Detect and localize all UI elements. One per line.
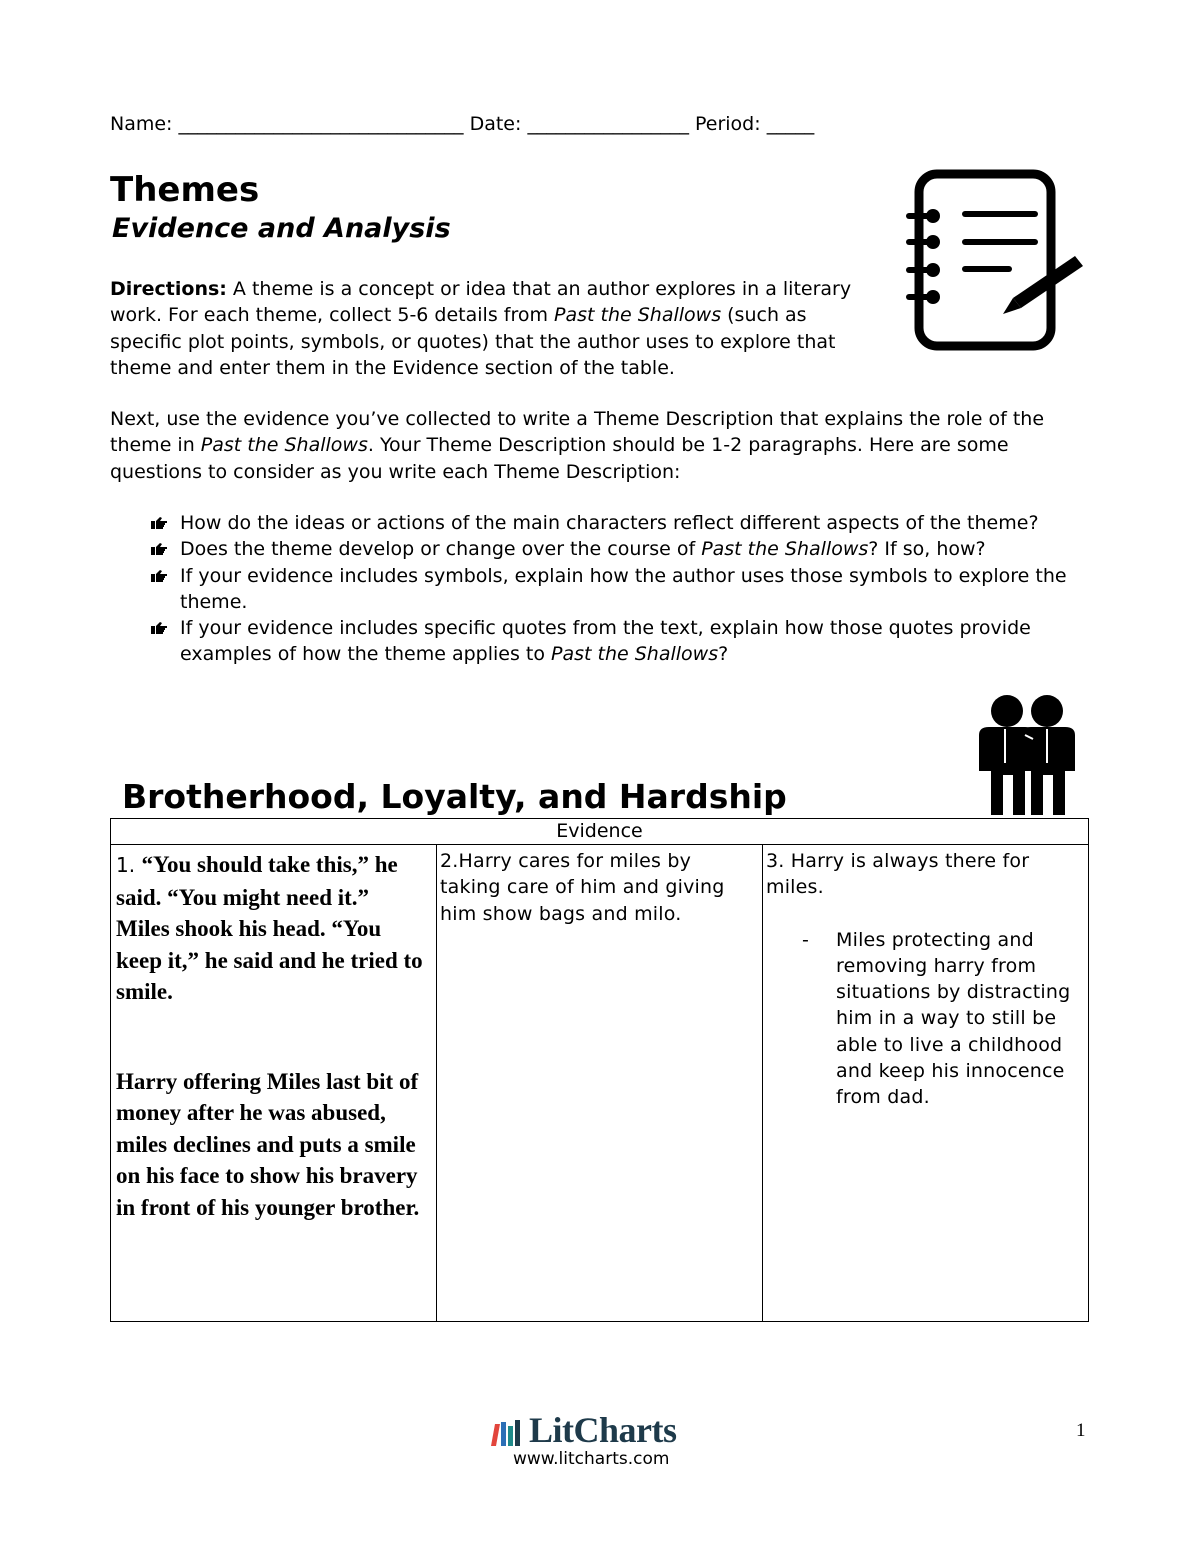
logo-bars-icon [489,1418,525,1446]
directions-paragraph [110,276,880,381]
page-title: Themes [110,170,260,210]
list-item: How do the ideas or actions of the main characters reflect different aspects of the theme? [150,510,1090,536]
section-title: Brotherhood, Loyalty, and Hardship [122,777,787,816]
evidence-cell-2[interactable] [437,845,763,1322]
question-list [150,510,1090,668]
pointing-hand-icon [150,621,168,635]
page-subtitle: Evidence and Analysis [112,213,451,244]
logo-text: LitCharts [529,1410,677,1450]
name-blank[interactable]: ______________________________ [178,113,464,135]
litcharts-logo[interactable] [489,1410,719,1450]
table-header: Evidence [111,819,1089,845]
evidence-text-2: 2.Harry cares for miles by taking care of him and giving him show bags and milo. [440,850,725,925]
evidence-quote-1: “You should take this,” he said. “You might need it.” [116,852,398,910]
period-label: Period: [694,113,761,135]
evidence-cell-1[interactable] [111,845,437,1322]
directions-text-b: (such as specific plot points, symbols, or quotes) that the author uses to explore that theme and enter them in the Evidence section of the table. [110,304,836,379]
date-label: Date: [469,113,522,135]
evidence-number: 1. [116,853,142,877]
evidence-table [110,818,1089,1322]
pointing-hand-icon [150,542,168,556]
student-info-line [110,113,814,135]
next-text-a: Next, use the evidence you’ve collected to write a Theme Description that explains the role of the theme in [110,408,1045,457]
list-item: - Miles protecting and removing harry from situations by distracting him in a way to still be able to live a childhood and keep his innocence from dad. [802,928,1071,1109]
notebook-pencil-icon [905,168,1085,353]
list-item: If your evidence includes symbols, explain how the author uses those symbols to explore the theme. [150,563,1090,616]
book-title: Past the Shallows [554,304,722,327]
next-text-b: . Your Theme Description should be 1-2 paragraphs. Here are some questions to consider as you write each Theme Description: [110,434,1009,483]
table-row [111,845,1089,1322]
next-paragraph [110,406,1060,485]
directions-label: Directions: [110,278,227,300]
book-title: Past the Shallows [200,434,368,457]
date-blank[interactable]: _________________ [527,113,689,135]
directions-text-a: A theme is a concept or idea that an author explores in a literary work. For each theme, collect 5-6 details from [110,278,852,327]
evidence-cell-3[interactable] [763,845,1089,1322]
pointing-hand-icon [150,569,168,583]
name-label: Name: [110,113,173,135]
two-people-icon [975,693,1079,815]
footer-url[interactable]: www.litcharts.com [513,1449,670,1469]
list-item: Does the theme develop or change over the course of Past the Shallows? If so, how? [150,536,1090,562]
page-number: 1 [1076,1420,1086,1441]
evidence-analysis: Harry offering Miles last bit of money after he was abused, miles declines and puts a smile on his face to show his bravery in front of his younger brother. [116,1068,420,1220]
period-blank[interactable]: _____ [766,113,815,135]
pointing-hand-icon [150,516,168,530]
evidence-text-3: 3. Harry is always there for miles. [766,850,1030,899]
evidence-quote-2: Miles shook his head. “You keep it,” he said and he tried to smile. [116,916,423,1004]
list-item: If your evidence includes specific quotes from the text, explain how those quotes provide examples of how the theme applies to Past the Shallows? [150,615,1090,668]
